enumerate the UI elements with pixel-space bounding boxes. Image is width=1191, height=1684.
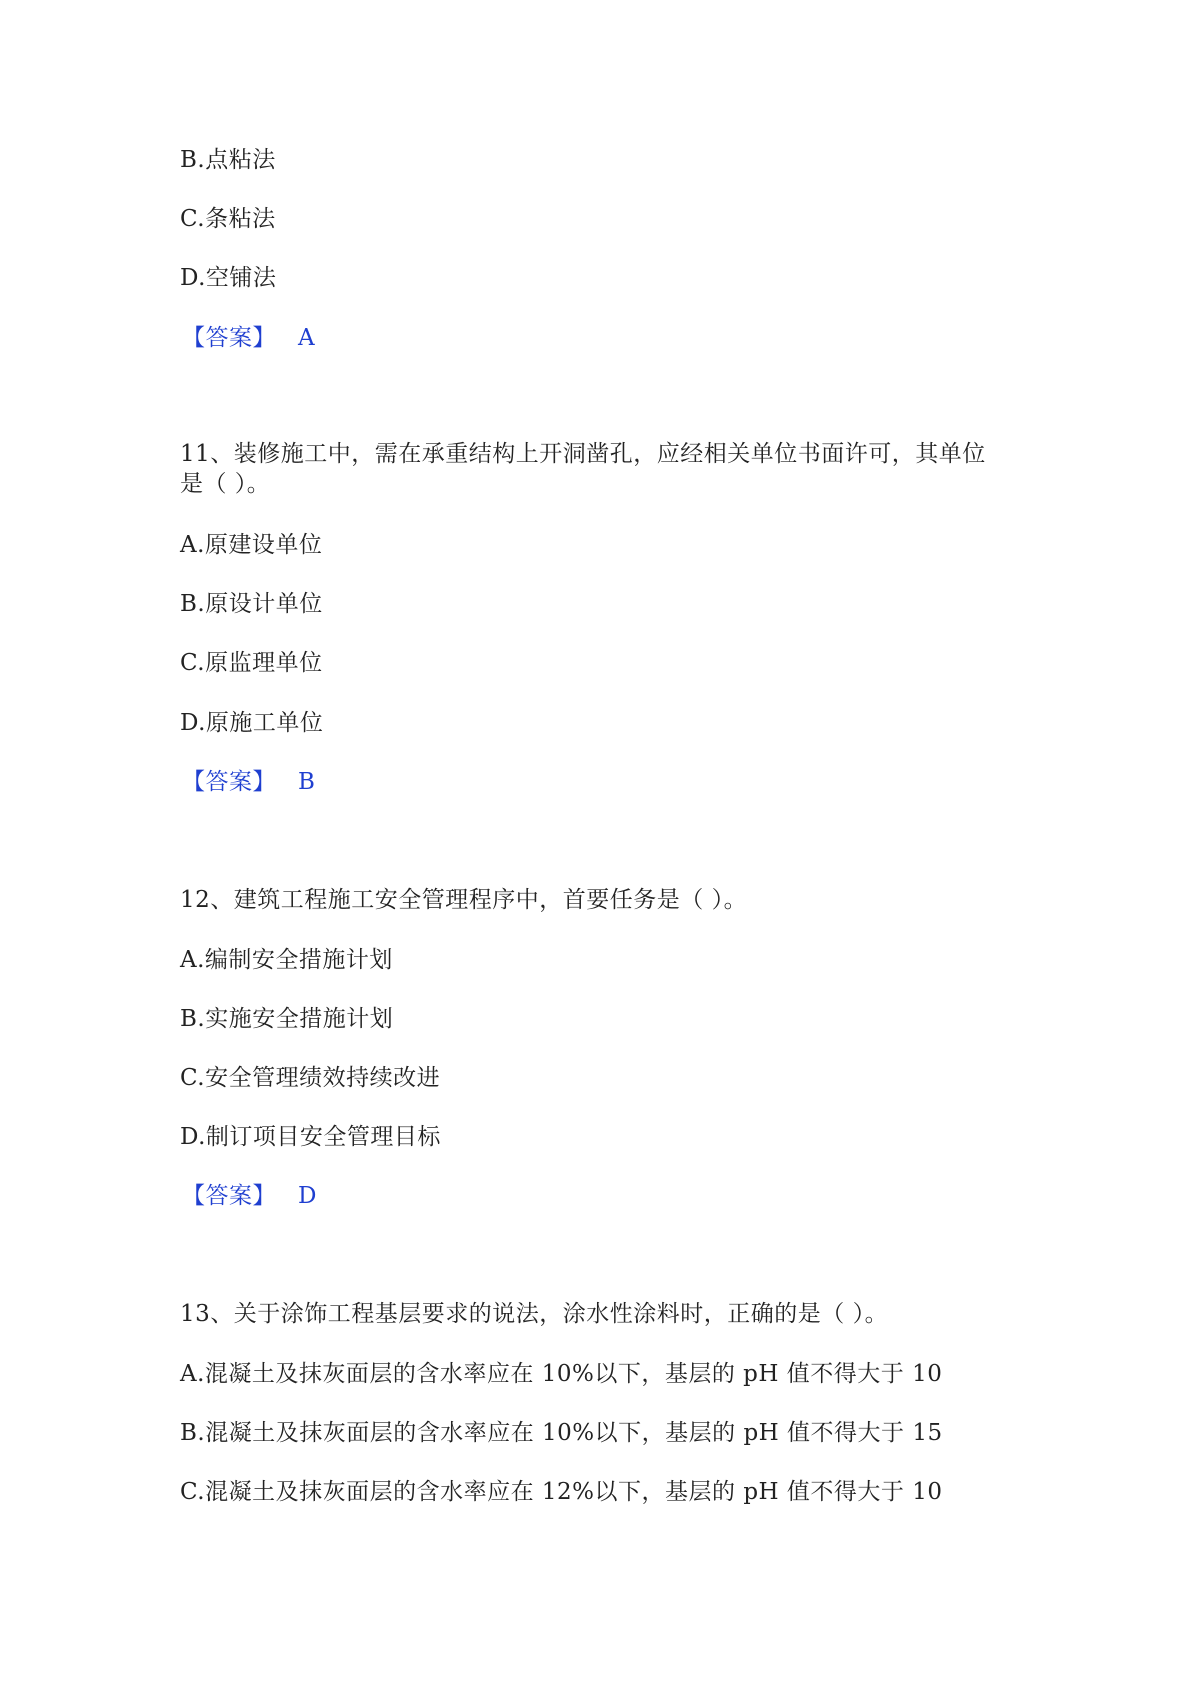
answer-label: 【答案】 xyxy=(182,1183,276,1209)
q11-stem-line1: 11、装修施工中，需在承重结构上开洞凿孔，应经相关单位书面许可，其单位 xyxy=(180,441,986,467)
q12-stem: 12、建筑工程施工安全管理程序中，首要任务是（ ）。 xyxy=(180,887,748,913)
answer-label: 【答案】 xyxy=(182,325,276,351)
q11-option-a: A.原建设单位 xyxy=(180,532,323,558)
q11-answer xyxy=(180,766,315,798)
answer-letter: B xyxy=(298,769,316,795)
q12-answer xyxy=(180,1180,317,1212)
q12-option-a: A.编制安全措施计划 xyxy=(180,947,393,973)
q11-option-c: C.原监理单位 xyxy=(180,650,323,676)
q13-option-c: C.混凝土及抹灰面层的含水率应在 12%以下，基层的 pH 值不得大于 10 xyxy=(180,1479,943,1505)
q11-option-d: D.原施工单位 xyxy=(180,710,324,736)
answer-label: 【答案】 xyxy=(182,769,276,795)
q13-option-a: A.混凝土及抹灰面层的含水率应在 10%以下，基层的 pH 值不得大于 10 xyxy=(180,1361,943,1387)
q10-option-c: C.条粘法 xyxy=(180,206,276,232)
q12-option-b: B.实施安全措施计划 xyxy=(180,1006,394,1032)
q10-option-d: D.空铺法 xyxy=(180,265,277,291)
q11-stem-line2: 是（ ）。 xyxy=(180,471,271,497)
q10-answer xyxy=(180,322,315,354)
answer-letter: D xyxy=(298,1183,317,1209)
q13-stem: 13、关于涂饰工程基层要求的说法，涂水性涂料时，正确的是（ ）。 xyxy=(180,1301,889,1327)
q12-option-c: C.安全管理绩效持续改进 xyxy=(180,1065,441,1091)
q11-option-b: B.原设计单位 xyxy=(180,591,323,617)
q10-option-b: B.点粘法 xyxy=(180,147,276,173)
q13-option-b: B.混凝土及抹灰面层的含水率应在 10%以下，基层的 pH 值不得大于 15 xyxy=(180,1420,943,1446)
answer-letter: A xyxy=(298,325,316,351)
q12-option-d: D.制订项目安全管理目标 xyxy=(180,1124,441,1150)
